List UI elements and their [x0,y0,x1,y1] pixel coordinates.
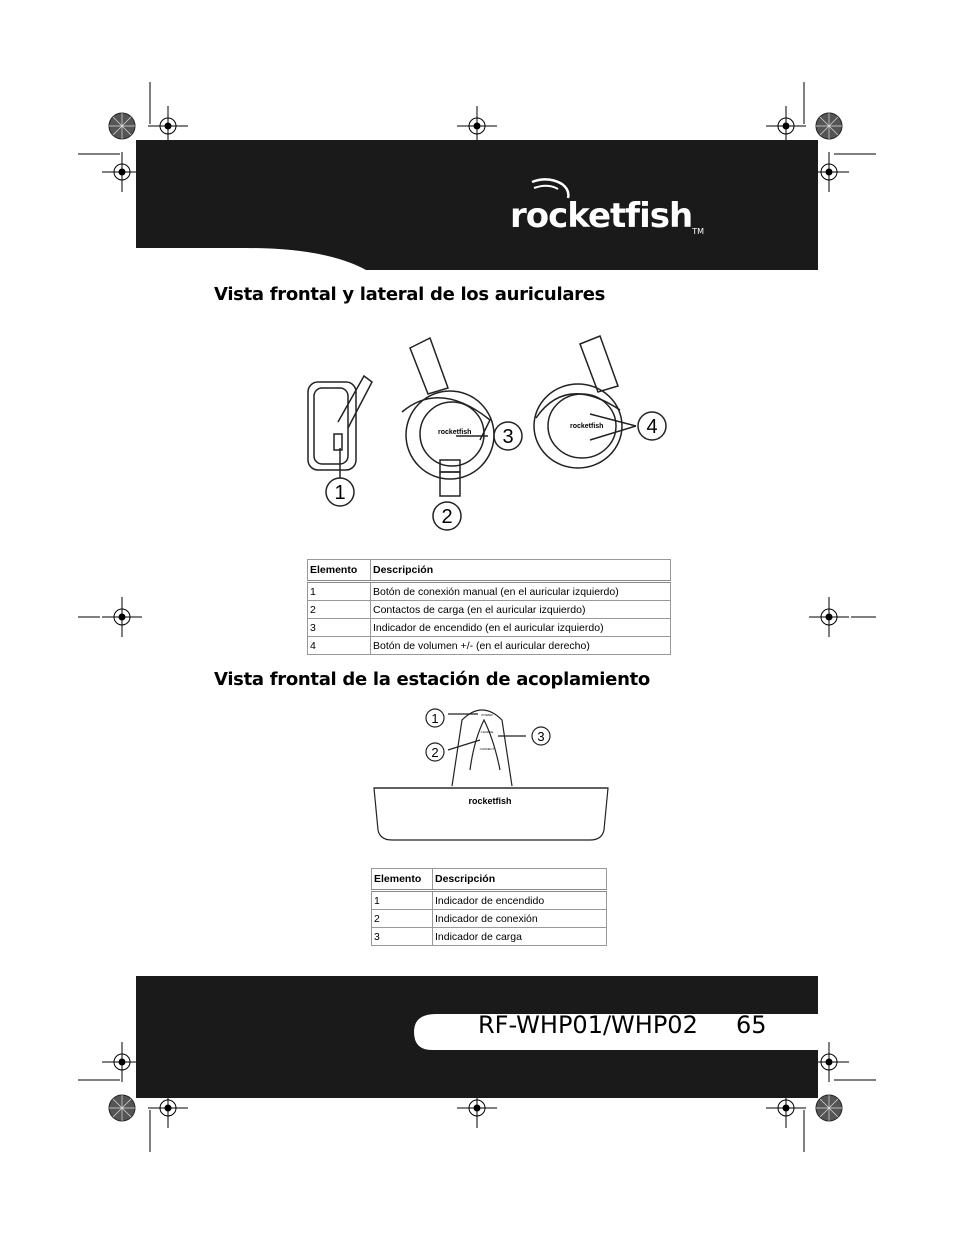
table-row [308,619,671,637]
headphones-figure [300,330,680,540]
headphones-parts-table [307,559,671,655]
table-header-row [308,560,671,582]
section-title-dock: Vista frontal de la estación de acoplamiento [214,669,650,690]
table-header-cell: Descripción [371,560,671,582]
dock-figure [370,700,620,850]
table-header-cell: Descripción [433,869,607,891]
table-cell: Botón de conexión manual (en el auricular izquierdo) [371,582,671,601]
dock-label-connect: CONNECT [479,747,495,751]
page-number: 65 [736,1011,767,1039]
callout-4: 4 [646,416,658,438]
table-row [308,601,671,619]
table-cell: Indicador de encendido (en el auricular izquierdo) [371,619,671,637]
brand-logo: rocketfishTM [510,196,704,236]
table-row [308,582,671,601]
table-cell: 2 [308,601,371,619]
table-cell: Contactos de carga (en el auricular izquierdo) [371,601,671,619]
section-title-headphones: Vista frontal y lateral de los auriculares [214,284,606,305]
table-cell: 3 [372,928,433,946]
table-row [308,637,671,655]
callout-2: 2 [441,506,453,528]
dock-logo: rocketfish [468,796,512,806]
callout-1: 1 [334,482,346,504]
table-header-cell: Elemento [372,869,433,891]
footer-model-page [478,1011,767,1039]
table-cell: 2 [372,910,433,928]
table-row [372,928,607,946]
table-cell: 1 [308,582,371,601]
table-header-cell: Elemento [308,560,371,582]
dock-callout-3: 3 [537,729,545,744]
table-cell: 3 [308,619,371,637]
header-band [136,140,818,270]
dock-parts-table [371,868,607,946]
table-cell: Botón de volumen +/- (en el auricular derecho) [371,637,671,655]
dock-label-power: POWER [481,713,493,717]
table-cell: 1 [372,891,433,910]
footer-model: RF-WHP01/WHP02 [478,1011,698,1039]
earcup-logo-right: rocketfish [570,423,604,430]
callout-3: 3 [502,426,514,448]
dock-callout-2: 2 [431,745,439,760]
table-row [372,891,607,910]
dock-label-charge: CHARGE [480,730,494,734]
table-cell: Indicador de carga [433,928,607,946]
table-cell: Indicador de conexión [433,910,607,928]
dock-callout-1: 1 [431,711,439,726]
table-cell: 4 [308,637,371,655]
earcup-logo-left: rocketfish [438,429,472,436]
table-header-row [372,869,607,891]
table-row [372,910,607,928]
table-cell: Indicador de encendido [433,891,607,910]
